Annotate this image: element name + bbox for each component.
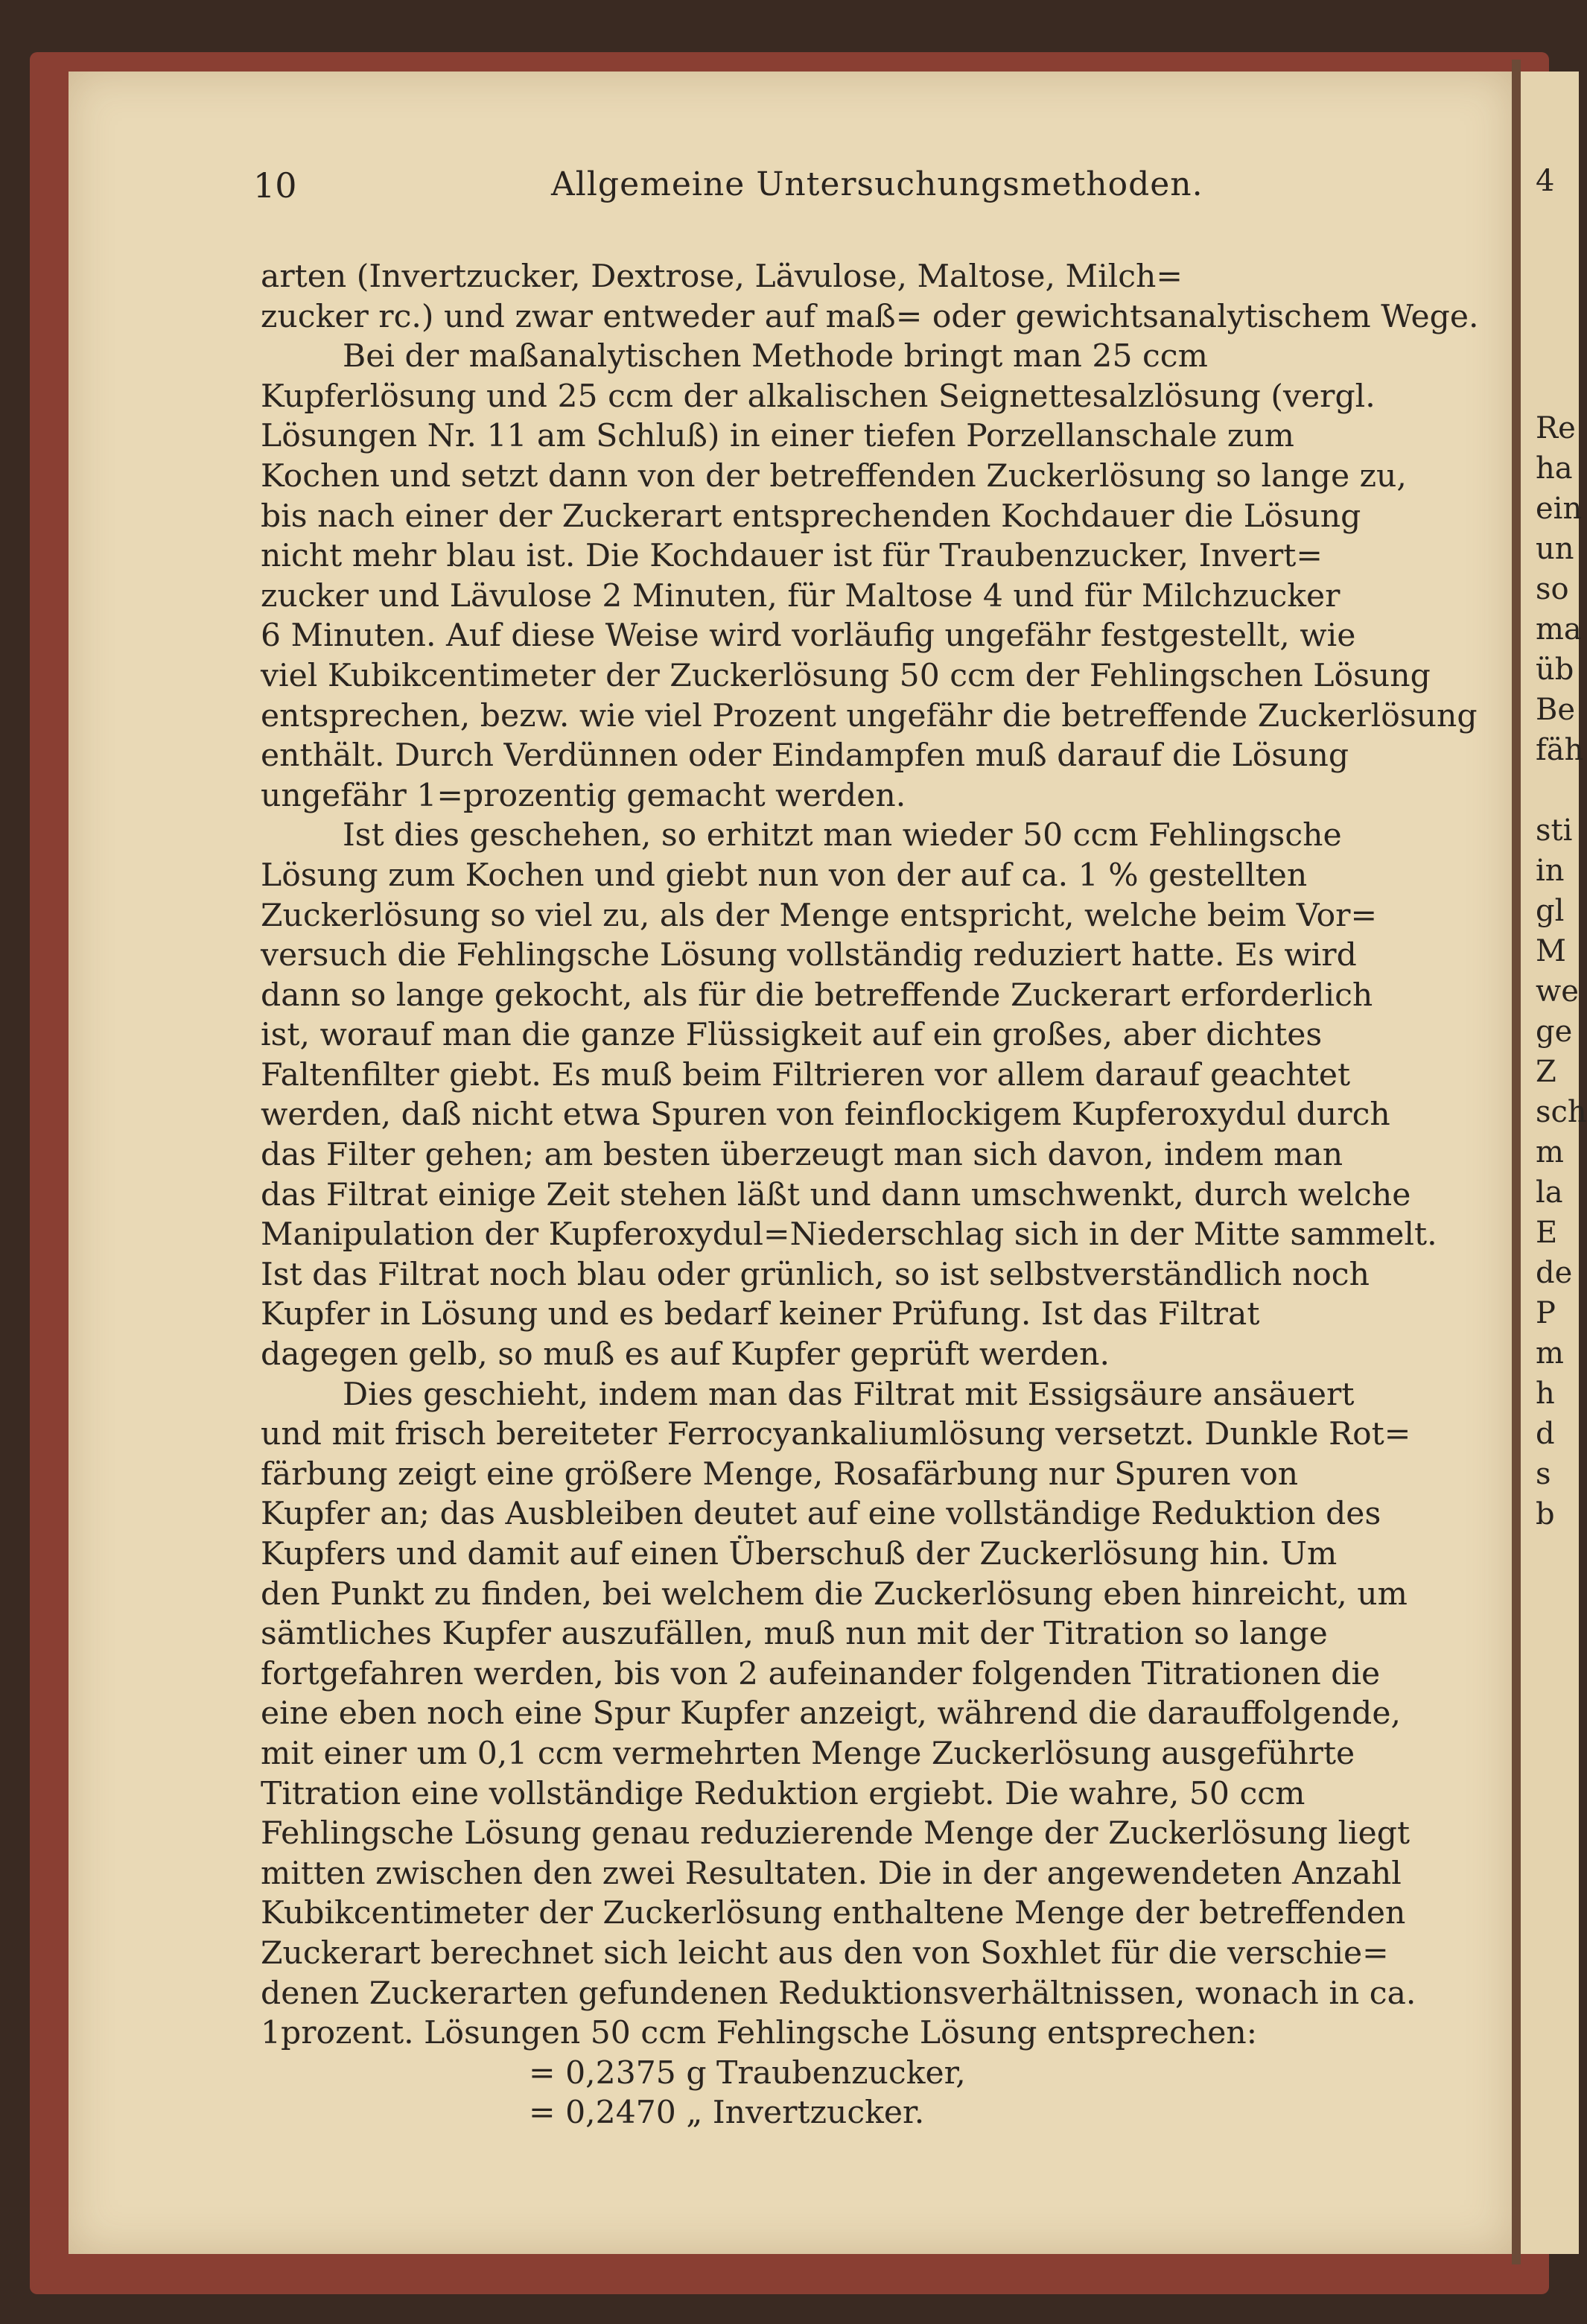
text-line: enthält. Durch Verdünnen oder Eindampfen muß darauf die Lösung [261, 737, 1349, 775]
next-page-fragment: ge [1536, 1015, 1573, 1049]
next-page-edge [1521, 72, 1587, 2254]
text-line: und mit frisch bereiteter Ferrocyankaliumlösung versetzt. Dunkle Rot= [261, 1416, 1411, 1453]
text-line: Manipulation der Kupferoxydul=Niederschlag sich in der Mitte sammelt. [261, 1216, 1437, 1254]
book-gutter [1512, 60, 1521, 2264]
text-line: nicht mehr blau ist. Die Kochdauer ist für Traubenzucker, Invert= [261, 538, 1323, 575]
text-line: Faltenfilter giebt. Es muß beim Filtrieren vor allem darauf geachtet [261, 1056, 1351, 1093]
text-line: Zuckerart berechnet sich leicht aus den von Soxhlet für die verschie= [261, 1934, 1389, 1972]
body-text [261, 257, 1479, 2133]
text-line: 1prozent. Lösungen 50 ccm Fehlingsche Lösung entsprechen: [261, 2015, 1258, 2052]
equation-line: = 0,2375 g Traubenzucker, [529, 2054, 966, 2092]
text-line: entsprechen, bezw. wie viel Prozent ungefähr die betreffende Zuckerlösung [261, 697, 1478, 734]
next-page-fragment: M [1536, 934, 1566, 968]
text-line: zucker und Lävulose 2 Minuten, für Maltose 4 und für Milchzucker [261, 577, 1340, 615]
text-line: eine eben noch eine Spur Kupfer anzeigt, während die darauffolgende, [261, 1695, 1401, 1733]
next-page-fragment: ha [1536, 451, 1573, 486]
text-line: versuch die Fehlingsche Lösung vollständig reduziert hatte. Es wird [261, 937, 1357, 974]
next-page-fragment: de [1536, 1256, 1573, 1290]
text-line: den Punkt zu finden, bei welchem die Zuckerlösung eben hinreicht, um [261, 1575, 1408, 1613]
text-line: bis nach einer der Zuckerart entsprechenden Kochdauer die Lösung [261, 498, 1361, 535]
text-line: werden, daß nicht etwa Spuren von feinflockigem Kupferoxydul durch [261, 1096, 1390, 1134]
next-page-fragment: b [1536, 1497, 1555, 1531]
text-line: 6 Minuten. Auf diese Weise wird vorläufig ungefähr festgestellt, wie [261, 617, 1356, 655]
text-line: Kupferlösung und 25 ccm der alkalischen Seignettesalzlösung (vergl. [261, 378, 1375, 415]
text-line: Lösung zum Kochen und giebt nun von der auf ca. 1 % gestellten [261, 857, 1308, 894]
text-line: Fehlingsche Lösung genau reduzierende Menge der Zuckerlösung liegt [261, 1815, 1411, 1852]
next-page-fragment: ein [1536, 492, 1583, 526]
next-page-fragment: m [1536, 1135, 1564, 1169]
next-page-fragment: la [1536, 1175, 1563, 1210]
next-page-fragment: sti [1536, 813, 1573, 848]
next-page-fragment: sch [1536, 1095, 1587, 1129]
next-page-fragment: so [1536, 572, 1569, 606]
equation-line: = 0,2470 „ Invertzucker. [529, 2095, 925, 2132]
text-line: dann so lange gekocht, als für die betreffende Zuckerart erforderlich [261, 977, 1373, 1014]
text-line: Zuckerlösung so viel zu, als der Menge entspricht, welche beim Vor= [261, 897, 1378, 934]
next-page-fragment: we [1536, 974, 1579, 1009]
next-page-fragment: E [1536, 1216, 1558, 1250]
next-page-fragment: in [1536, 854, 1565, 888]
text-line: arten (Invertzucker, Dextrose, Lävulose, Maltose, Milch= [261, 258, 1183, 295]
next-page-fragment: h [1536, 1377, 1555, 1411]
text-line: Kochen und setzt dann von der betreffenden Zuckerlösung so lange zu, [261, 457, 1407, 495]
text-line: fortgefahren werden, bis von 2 aufeinander folgenden Titrationen die [261, 1655, 1381, 1692]
text-line: zucker rc.) und zwar entweder auf maß= oder gewichtsanalytischem Wege. [261, 298, 1479, 335]
text-line: Titration eine vollständige Reduktion ergiebt. Die wahre, 50 ccm [261, 1775, 1305, 1812]
next-page-fragment: d [1536, 1417, 1555, 1451]
page-number: 10 [253, 165, 297, 206]
text-line: ist, worauf man die ganze Flüssigkeit auf ein großes, aber dichtes [261, 1017, 1323, 1054]
text-line: Kupfer in Lösung und es bedarf keiner Prüfung. Ist das Filtrat [261, 1296, 1260, 1333]
next-page-fragment: ma [1536, 612, 1582, 647]
text-line: das Filter gehen; am besten überzeugt man sich davon, indem man [261, 1137, 1343, 1174]
next-page-fragment: Re [1536, 411, 1576, 445]
next-page-fragment: 4 [1536, 164, 1555, 198]
text-line: viel Kubikcentimeter der Zuckerlösung 50 ccm der Fehlingschen Lösung [261, 657, 1431, 694]
text-line: Bei der maßanalytischen Methode bringt man 25 ccm [343, 338, 1208, 375]
text-line: ungefähr 1=prozentig gemacht werden. [261, 777, 906, 814]
running-header: Allgemeine Untersuchungsmethoden. [551, 165, 1203, 203]
text-line: mitten zwischen den zwei Resultaten. Die in der angewendeten Anzahl [261, 1855, 1402, 1892]
text-line: sämtliches Kupfer auszufällen, muß nun mit der Titration so lange [261, 1616, 1328, 1653]
next-page-fragment: fäh [1536, 733, 1584, 767]
text-line: Ist dies geschehen, so erhitzt man wieder 50 ccm Fehlingsche [343, 817, 1342, 854]
text-line: färbung zeigt eine größere Menge, Rosafärbung nur Spuren von [261, 1455, 1299, 1493]
text-line: Kupfers und damit auf einen Überschuß der Zuckerlösung hin. Um [261, 1536, 1338, 1572]
next-page-fragment: gl [1536, 894, 1565, 928]
text-line: Lösungen Nr. 11 am Schluß) in einer tiefen Porzellanschale zum [261, 418, 1294, 455]
next-page-fragment: üb [1536, 653, 1574, 687]
text-line: Dies geschieht, indem man das Filtrat mit Essigsäure ansäuert [343, 1376, 1355, 1413]
text-line: das Filtrat einige Zeit stehen läßt und dann umschwenkt, durch welche [261, 1176, 1411, 1213]
text-line: Kupfer an; das Ausbleiben deutet auf eine vollständige Reduktion des [261, 1496, 1381, 1533]
next-page-fragment: Z [1536, 1055, 1556, 1089]
next-page-fragment: m [1536, 1336, 1564, 1371]
text-line: mit einer um 0,1 ccm vermehrten Menge Zuckerlösung ausgeführte [261, 1735, 1355, 1772]
text-line: dagegen gelb, so muß es auf Kupfer geprüft werden. [261, 1336, 1110, 1374]
text-line: Kubikcentimeter der Zuckerlösung enthaltene Menge der betreffenden [261, 1895, 1406, 1932]
next-page-fragment: s [1536, 1457, 1551, 1491]
text-line: Ist das Filtrat noch blau oder grünlich, so ist selbstverständlich noch [261, 1256, 1370, 1293]
next-page-fragment: P [1536, 1296, 1556, 1330]
next-page-fragment: Be [1536, 693, 1576, 727]
next-page-fragment: un [1536, 532, 1574, 566]
text-line: denen Zuckerarten gefundenen Reduktionsverhältnissen, wonach in ca. [261, 1975, 1416, 2012]
